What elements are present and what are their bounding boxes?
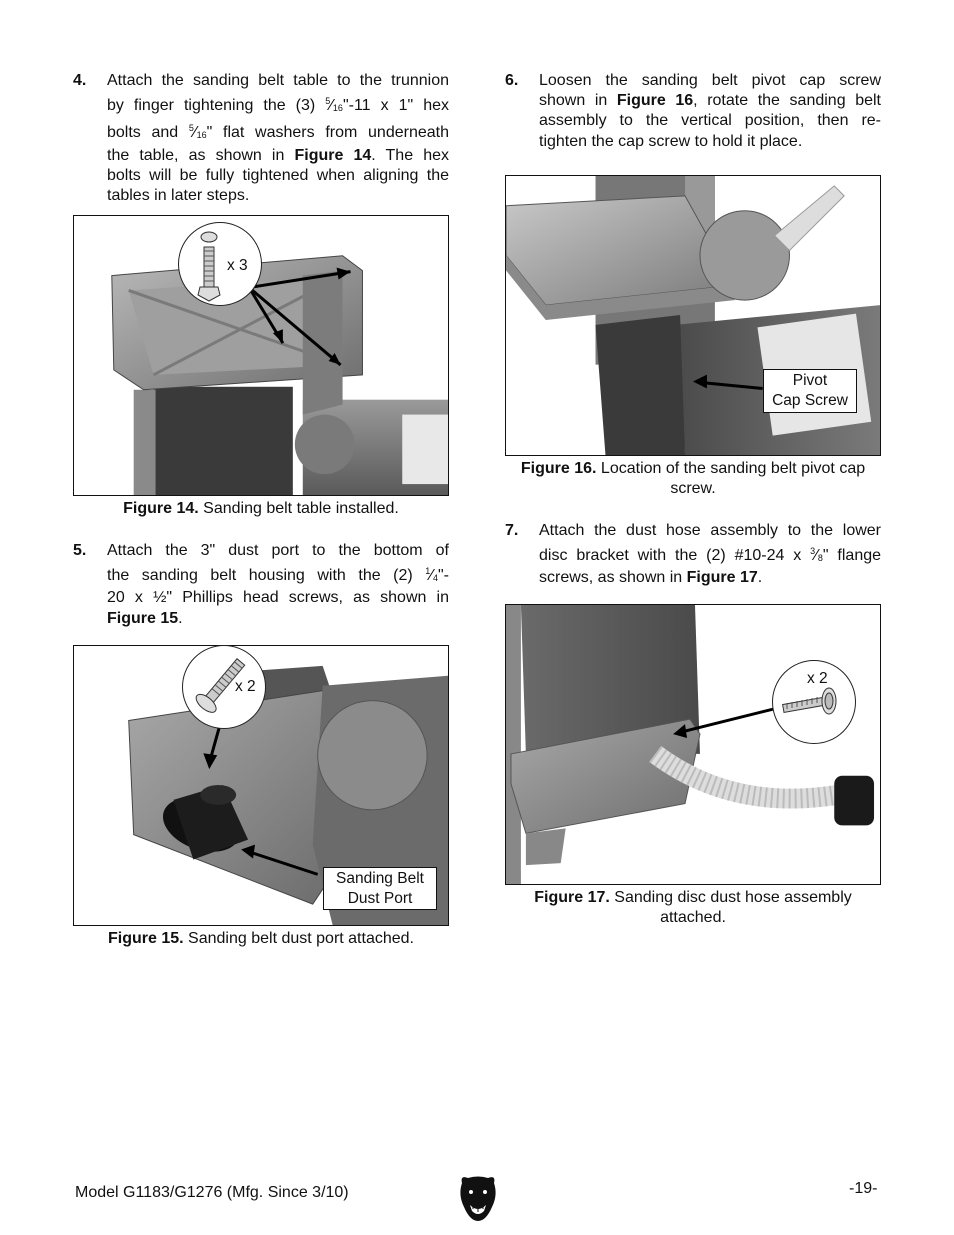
figure-16-caption: Figure 16. Location of the sanding belt pivot cap screw. [520,460,866,498]
figure-15-caption: Figure 15. Sanding belt dust port attached. [108,930,414,947]
figure-ref: Figure 15 [107,609,179,627]
step-6: 6. Loosen the sanding belt pivot cap screw shown in Figure 16, rotate the sanding belt assembly to the vertical position, then re- tighten the cap screw to hold it place. [505,72,881,150]
quantity-label: x 2 [807,670,828,687]
figure-14-caption: Figure 14. Sanding belt table installed. [123,500,399,517]
figure-17-caption: Figure 17. Sanding disc dust hose assembly attached. [534,889,852,927]
model-footer: Model G1183/G1276 (Mfg. Since 3/10) [75,1184,349,1201]
step-number: 6. [505,72,519,89]
phillips-screw-detail-circle [182,645,266,729]
figure-ref: Figure 16 [616,92,694,110]
figure-16-image [505,175,881,456]
step-7: 7. Attach the dust hose assembly to the lower disc bracket with the (2) #10-24 x $^3⁄_8$" flange screws, as shown in Figure 17. [505,522,882,587]
bear-head-logo-icon [458,1175,498,1223]
page-number: -19- [849,1180,878,1197]
dust-port-callout: Sanding Belt Dust Port [323,867,437,910]
step-number: 4. [73,72,87,89]
step-number: 5. [73,542,87,559]
step-number: 7. [505,522,519,539]
hex-bolt-icon [179,223,262,306]
figure-17-image [505,604,881,885]
flange-screw-detail-circle [772,660,856,744]
step-5: 5. Attach the 3" dust port to the bottom of the sanding belt housing with the (2) $^1⁄_4"-$ 20 x ½" Phillips head screws, as shown in Figure 15. [73,542,449,627]
pivot-cap-screw-callout: Pivot Cap Screw [763,369,857,413]
hex-bolt-detail-circle [178,222,262,306]
figure-ref: Figure 14 [294,146,372,164]
figure-ref: Figure 17 [686,569,758,587]
quantity-label: x 2 [235,678,256,695]
step-4: 4. Attach the sanding belt table to the trunnion by finger tightening the (3) $^5⁄_{16}"-11$ x 1" hex bolts and $^5⁄_{16}$" flat washers from underneath the table, as shown in Figure 14. The hex bolts will be fully tightened when aligning the tables in later steps. [73,72,449,205]
quantity-label: x 3 [227,257,248,274]
